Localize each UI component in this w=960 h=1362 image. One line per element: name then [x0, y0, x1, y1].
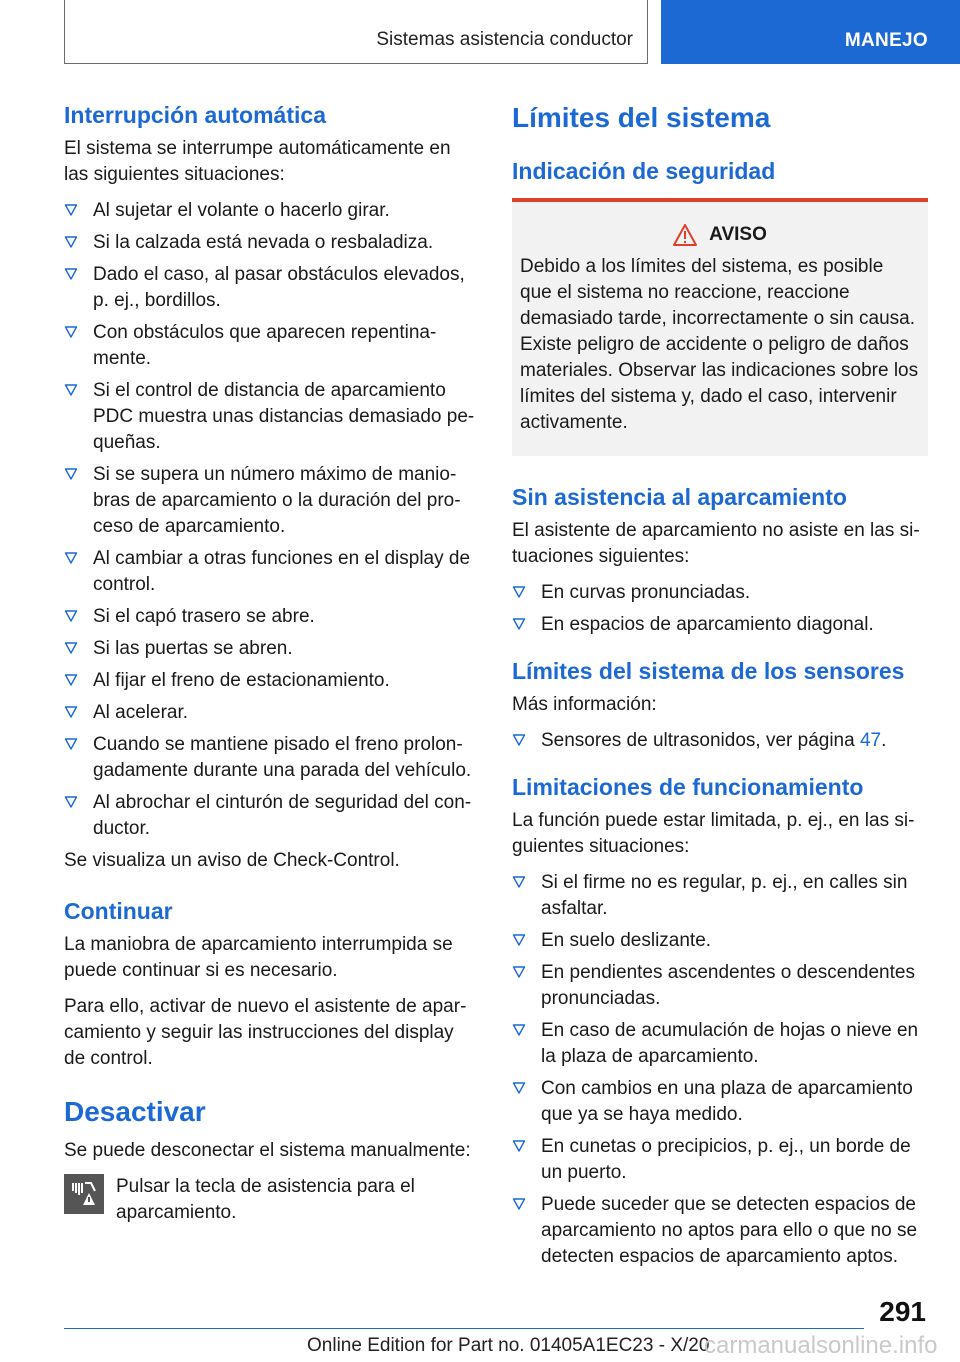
triangle-bullet-icon — [512, 1081, 526, 1095]
list-item — [512, 928, 928, 954]
list-item — [64, 636, 476, 662]
warning-header — [520, 224, 920, 246]
heading-sensores: Límites del sistema de los sensores — [512, 658, 905, 684]
triangle-bullet-icon — [512, 1023, 526, 1037]
triangle-bullet-icon — [512, 585, 526, 599]
triangle-bullet-icon — [64, 203, 78, 217]
triangle-bullet-icon — [512, 875, 526, 889]
heading-desactivar: Desactivar — [64, 1096, 206, 1127]
list-item — [64, 320, 476, 372]
continuar-p1: La maniobra de aparcamiento interrumpida se puede continuar si es necesario. — [64, 934, 453, 981]
list-item — [64, 462, 476, 540]
list-item — [64, 230, 476, 256]
triangle-bullet-icon — [64, 551, 78, 565]
triangle-bullet-icon — [512, 965, 526, 979]
page-reference-link[interactable]: 47 — [859, 730, 882, 751]
list-item-text: Al cambiar a otras funciones en el display de control. — [93, 548, 471, 595]
list-item-text: Dado el caso, al pasar obstáculos elevados, p. ej., bordillos. — [93, 264, 465, 311]
desactivar-instruction — [64, 1174, 476, 1226]
list-item — [512, 580, 928, 606]
list-item — [64, 700, 476, 726]
heading-seguridad: Indicación de seguridad — [512, 158, 776, 184]
list-item-text: Al fijar el freno de estacionamiento. — [93, 670, 390, 691]
list-item — [64, 668, 476, 694]
limitaciones-list — [512, 870, 928, 1270]
list-item-text: Si el capó trasero se abre. — [93, 606, 315, 627]
heading-limites: Límites del sistema — [512, 102, 771, 133]
interrupcion-list — [64, 198, 476, 842]
triangle-bullet-icon — [64, 641, 78, 655]
sensores-item-text: Sensores de ultrasonidos, ver página — [541, 730, 860, 751]
triangle-bullet-icon — [512, 617, 526, 631]
list-item-text: Si se supera un número máximo de maniobras de aparcamiento o la duración del proceso de aparcamiento. — [93, 464, 461, 537]
list-item — [512, 870, 928, 922]
triangle-bullet-icon — [64, 673, 78, 687]
list-item — [512, 1134, 928, 1186]
interrupcion-intro: El sistema se interrumpe automáticamente en las siguientes situaciones: — [64, 138, 451, 185]
footer-edition: Online Edition for Part no. 01405A1EC23 - X/20 — [307, 1335, 710, 1356]
warning-triangle-icon — [673, 224, 697, 246]
warning-box — [512, 198, 928, 456]
list-item-text: Si el control de distancia de aparcamiento PDC muestra unas distancias demasiado pequeñas. — [93, 380, 475, 453]
triangle-bullet-icon — [64, 467, 78, 481]
parking-assist-button-icon — [64, 1174, 104, 1214]
list-item — [64, 198, 476, 224]
sensores-item-suffix: . — [881, 730, 887, 751]
list-item — [64, 546, 476, 598]
heading-continuar: Continuar — [64, 898, 173, 924]
list-item — [512, 1192, 928, 1270]
list-item — [64, 604, 476, 630]
list-item-text: Al acelerar. — [93, 702, 189, 723]
warning-label: AVISO — [709, 224, 767, 245]
list-item-text: Al sujetar el volante o hacerlo girar. — [93, 200, 390, 221]
footer-divider — [64, 1328, 864, 1329]
sensores-list — [512, 728, 928, 754]
header-section-box — [64, 0, 648, 64]
warning-text: Debido a los límites del sistema, es posible que el sistema no reaccione, reaccione demasiado tarde, incorrectamente o sin causa. Existe peligro de accidente o peligro de daños materiales. Observar las indicaciones sobre los límites del sistema y, dado el caso, intervenir activamente. — [520, 256, 919, 433]
heading-interrupcion: Interrupción automática — [64, 102, 326, 128]
list-item — [512, 1076, 928, 1128]
triangle-bullet-icon — [64, 705, 78, 719]
sin-asistencia-intro: El asistente de aparcamiento no asiste en las situaciones siguientes: — [512, 520, 920, 567]
list-item-text: En pendientes ascendentes o descendentes pronunciadas. — [541, 962, 915, 1009]
list-item-text: Al abrochar el cinturón de seguridad del conductor. — [93, 792, 472, 839]
page-number: 291 — [879, 1296, 926, 1327]
list-item-text: Si la calzada está nevada o resbaladiza. — [93, 232, 434, 253]
list-item-text: Con cambios en una plaza de aparcamiento que ya se haya medido. — [541, 1078, 913, 1125]
list-item-text: En curvas pronunciadas. — [541, 582, 751, 603]
list-item-text: Con obstáculos que aparecen repentinamente. — [93, 322, 437, 369]
list-item-text: En cunetas o precipicios, p. ej., un borde de un puerto. — [541, 1136, 911, 1183]
triangle-bullet-icon — [64, 235, 78, 249]
list-item-text: En suelo deslizante. — [541, 930, 712, 951]
left-column — [64, 100, 476, 1226]
list-item — [64, 732, 476, 784]
triangle-bullet-icon — [512, 1139, 526, 1153]
triangle-bullet-icon — [512, 733, 526, 747]
desactivar-intro: Se puede desconectar el sistema manualmente: — [64, 1140, 471, 1161]
list-item-text: En espacios de aparcamiento diagonal. — [541, 614, 874, 635]
watermark: carmanualsonline.info — [704, 1332, 938, 1359]
triangle-bullet-icon — [64, 325, 78, 339]
heading-limitaciones: Limitaciones de funcionamiento — [512, 774, 864, 800]
list-item-text: Cuando se mantiene pisado el freno prolongadamente durante una parada del vehículo. — [93, 734, 472, 781]
list-item — [512, 1018, 928, 1070]
heading-sin-asistencia: Sin asistencia al aparcamiento — [512, 484, 847, 510]
list-item-text: Si las puertas se abren. — [93, 638, 293, 659]
list-item-text: Si el firme no es regular, p. ej., en calles sin asfaltar. — [541, 872, 908, 919]
triangle-bullet-icon — [512, 1197, 526, 1211]
triangle-bullet-icon — [64, 795, 78, 809]
triangle-bullet-icon — [512, 933, 526, 947]
list-item — [512, 728, 928, 754]
desactivar-button-text: Pulsar la tecla de asistencia para el aparcamiento. — [116, 1176, 415, 1223]
triangle-bullet-icon — [64, 737, 78, 751]
list-item-text: En caso de acumulación de hojas o nieve en la plaza de aparcamiento. — [541, 1020, 919, 1067]
right-column — [512, 100, 928, 1276]
triangle-bullet-icon — [64, 383, 78, 397]
header-chapter-tab[interactable] — [661, 0, 960, 64]
interrupcion-closing: Se visualiza un aviso de Check-Control. — [64, 850, 400, 871]
header-chapter-label: MANEJO — [844, 30, 928, 51]
triangle-bullet-icon — [64, 609, 78, 623]
list-item — [512, 612, 928, 638]
sensores-intro: Más información: — [512, 694, 657, 715]
list-item — [512, 960, 928, 1012]
header-section-title: Sistemas asistencia conductor — [376, 29, 633, 50]
limitaciones-intro: La función puede estar limitada, p. ej., en las siguientes situaciones: — [512, 810, 915, 857]
list-item — [64, 378, 476, 456]
list-item-text: Puede suceder que se detecten espacios de aparcamiento no aptos para ello o que no se detecten espacios de aparcamiento aptos. — [541, 1194, 918, 1267]
triangle-bullet-icon — [64, 267, 78, 281]
continuar-p2: Para ello, activar de nuevo el asistente de aparcamiento y seguir las instrucciones del display de control. — [64, 996, 467, 1069]
list-item — [64, 790, 476, 842]
sin-asistencia-list — [512, 580, 928, 638]
list-item — [64, 262, 476, 314]
